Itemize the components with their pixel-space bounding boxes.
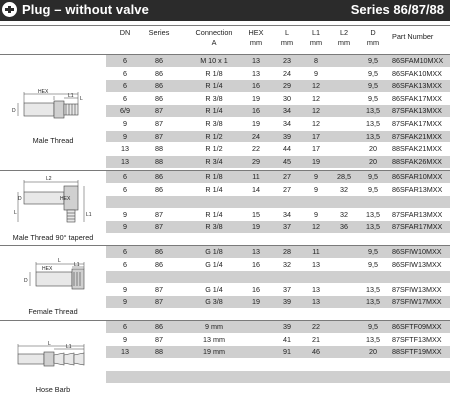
- cell-dn: 6: [123, 184, 127, 194]
- drawing-label: HEX: [38, 89, 49, 95]
- cell-connection: R 3/8: [205, 93, 223, 103]
- cell-connection: M 10 x 1: [200, 56, 228, 65]
- cell-d: 20: [369, 156, 377, 166]
- cell-connection: R 1/4: [205, 209, 223, 219]
- col-header-connection-sub: A: [211, 38, 217, 47]
- cell-connection: R 1/2: [205, 131, 223, 141]
- cell-dn: 9: [123, 131, 127, 141]
- cell-hex: 16: [252, 259, 260, 269]
- cell-connection: G 1/4: [205, 284, 223, 294]
- cell-series: 86: [155, 172, 163, 181]
- drawing-label: L: [80, 96, 83, 102]
- cell-l1: 13: [312, 284, 320, 294]
- drawing-label: L: [58, 258, 61, 264]
- cell-part: 88SFTF19MXX: [392, 347, 442, 357]
- cell-hex: 19: [252, 222, 260, 232]
- cell-part: 86SFAR10MXX: [392, 172, 443, 181]
- col-header-d-unit: mm: [366, 38, 380, 47]
- cell-dn: 6: [123, 93, 127, 103]
- male-thread-drawing: [4, 88, 94, 128]
- cell-part: 86SFAK10MXX: [392, 68, 442, 78]
- cell-dn: 6: [123, 81, 127, 91]
- cell-part: 87SFAK21MXX: [392, 131, 442, 141]
- cell-d: 13,5: [366, 131, 380, 141]
- col-header-connection: [188, 28, 240, 48]
- cell-part: 86SFAK17MXX: [392, 93, 442, 103]
- cell-d: 13,5: [366, 119, 380, 128]
- drawing-label: D: [12, 108, 16, 114]
- cell-dn: 6: [123, 172, 127, 181]
- cell-dn: 6: [123, 56, 127, 65]
- cell-d: 9,5: [368, 184, 378, 194]
- cell-l: 37: [283, 222, 291, 232]
- table-row: [106, 371, 450, 383]
- cell-connection: G 3/8: [205, 297, 223, 307]
- cell-dn: 13: [121, 347, 129, 357]
- cell-series: 87: [155, 284, 163, 294]
- cell-l1: 22: [312, 322, 320, 331]
- drawing-label: L1: [66, 344, 72, 350]
- cell-series: 88: [155, 144, 163, 154]
- cell-l1: 9: [314, 184, 318, 194]
- cell-connection: G 1/8: [205, 247, 223, 256]
- cell-hex: 13: [252, 247, 260, 256]
- cell-connection: R 1/4: [205, 106, 223, 116]
- col-header-part-number: [392, 32, 448, 42]
- cell-l1: 12: [312, 119, 320, 128]
- cell-series: 86: [155, 259, 163, 269]
- col-header-l1-label: L1: [311, 28, 321, 37]
- cell-series: 87: [155, 119, 163, 128]
- table-row: [106, 259, 450, 271]
- cell-dn: 9: [123, 119, 127, 128]
- cell-part: 87SFTF13MXX: [392, 334, 442, 344]
- cell-d: 20: [369, 144, 377, 154]
- cell-d: 9,5: [368, 81, 378, 91]
- cell-part: 87SFIW13MXX: [392, 284, 442, 294]
- table-row: [106, 296, 450, 308]
- col-header-l-label: L: [284, 28, 290, 37]
- cell-l2: 32: [340, 184, 348, 194]
- table-row: [106, 271, 450, 283]
- cell-d: 9,5: [368, 68, 378, 78]
- cell-d: 9,5: [368, 56, 378, 65]
- col-header-l-unit: mm: [280, 38, 294, 47]
- cell-l1: 17: [312, 144, 320, 154]
- cell-d: 9,5: [368, 322, 378, 331]
- table-row: [106, 209, 450, 221]
- cell-connection: R 1/8: [205, 172, 223, 181]
- cell-d: 13,5: [366, 209, 380, 219]
- col-header-connection-label: Connection: [195, 28, 233, 37]
- cell-l: 41: [283, 334, 291, 344]
- cell-hex: 29: [252, 156, 260, 166]
- cell-connection: R 3/4: [205, 156, 223, 166]
- cell-series: 86: [155, 68, 163, 78]
- cell-hex: 11: [252, 172, 260, 181]
- cell-d: 13,5: [366, 334, 380, 344]
- table-row: [106, 221, 450, 233]
- table-row: [106, 80, 450, 92]
- cell-l: 91: [283, 347, 291, 357]
- cell-l: 27: [283, 184, 291, 194]
- table-row: [106, 105, 450, 117]
- col-header-hex-label: HEX: [248, 28, 264, 37]
- cell-hex: 19: [252, 297, 260, 307]
- cell-l: 45: [283, 156, 291, 166]
- cell-l2: 36: [340, 222, 348, 232]
- cell-hex: 15: [252, 209, 260, 219]
- table-row: [106, 284, 450, 296]
- cell-d: 9,5: [368, 93, 378, 103]
- col-header-dn: [112, 28, 138, 38]
- drawing-label: L1: [86, 212, 92, 218]
- cell-l: 23: [283, 56, 291, 65]
- cell-hex: 14: [252, 184, 260, 194]
- cell-hex: 19: [252, 93, 260, 103]
- cell-part: 87SFIW17MXX: [392, 297, 442, 307]
- table-row: [106, 184, 450, 196]
- cell-l1: 13: [312, 297, 320, 307]
- section-divider: [0, 170, 450, 171]
- col-header-series: [144, 28, 174, 38]
- cell-connection: 9 mm: [205, 322, 223, 331]
- col-header-hex: [244, 28, 268, 48]
- cell-d: 13,5: [366, 297, 380, 307]
- cell-d: 13,5: [366, 106, 380, 116]
- cell-hex: 16: [252, 106, 260, 116]
- cell-l: 37: [283, 284, 291, 294]
- table-row: [106, 55, 450, 67]
- section-divider: [0, 320, 450, 321]
- cell-dn: 6: [123, 247, 127, 256]
- col-header-l2-label: L2: [339, 28, 349, 37]
- cell-l1: 11: [312, 247, 320, 256]
- cell-part: 88SFAK21MXX: [392, 144, 442, 154]
- cell-l1: 12: [312, 106, 320, 116]
- cell-l: 39: [283, 297, 291, 307]
- header-divider: [0, 25, 450, 26]
- cell-l1: 21: [312, 334, 320, 344]
- cell-part: 87SFAK17MXX: [392, 119, 442, 128]
- cell-l: 29: [283, 81, 291, 91]
- cell-connection: R 1/4: [205, 184, 223, 194]
- cell-connection: R 1/4: [205, 81, 223, 91]
- cell-l: 34: [283, 209, 291, 219]
- cell-l1: 9: [314, 172, 318, 181]
- cell-l1: 9: [314, 68, 318, 78]
- cell-l1: 9: [314, 209, 318, 219]
- section-label-male-thread: Male Thread: [32, 136, 74, 145]
- table-row: [106, 321, 450, 333]
- cell-l1: 17: [312, 131, 320, 141]
- cell-connection: R 3/8: [205, 222, 223, 232]
- drawing-label: L: [14, 210, 17, 216]
- cell-series: 86: [155, 81, 163, 91]
- cell-d: 9,5: [368, 172, 378, 181]
- plug-icon: [2, 2, 17, 17]
- cell-series: 88: [155, 156, 163, 166]
- section-label-hose-barb: Hose Barb: [35, 385, 71, 394]
- cell-series: 87: [155, 297, 163, 307]
- col-header-l1-unit: mm: [309, 38, 323, 47]
- cell-connection: R 1/8: [205, 68, 223, 78]
- cell-part: 86SFAR13MXX: [392, 184, 443, 194]
- drawing-label: L2: [46, 176, 52, 182]
- col-header-l2: [333, 28, 355, 48]
- cell-l: 34: [283, 106, 291, 116]
- cell-part: 87SFAK13MXX: [392, 106, 442, 116]
- cell-connection: 19 mm: [203, 347, 225, 357]
- col-header-l1: [305, 28, 327, 48]
- table-row: [106, 359, 450, 371]
- drawing-label: D: [24, 278, 28, 284]
- cell-series: 87: [155, 222, 163, 232]
- cell-connection: R 1/2: [205, 144, 223, 154]
- col-header-series-label: Series: [148, 28, 170, 37]
- cell-l1: 19: [312, 156, 320, 166]
- cell-dn: 9: [123, 334, 127, 344]
- col-header-hex-unit: mm: [249, 38, 263, 47]
- header-bar: [0, 0, 450, 21]
- cell-hex: 22: [252, 144, 260, 154]
- cell-d: 9,5: [368, 247, 378, 256]
- cell-dn: 9: [123, 284, 127, 294]
- table-row: [106, 156, 450, 168]
- table-row: [106, 246, 450, 258]
- table-row: [106, 334, 450, 346]
- cell-l1: 12: [312, 81, 320, 91]
- cell-series: 86: [155, 322, 163, 331]
- cell-l: 27: [283, 172, 291, 181]
- cell-hex: 16: [252, 284, 260, 294]
- cell-dn: 6: [123, 322, 127, 331]
- male-thread-90-drawing: [6, 172, 96, 228]
- cell-l: 32: [283, 259, 291, 269]
- section-label-female-thread: Female Thread: [28, 307, 78, 316]
- cell-l1: 46: [312, 347, 320, 357]
- cell-part: 87SFAR13MXX: [392, 209, 443, 219]
- drawing-label: HEX: [42, 266, 53, 272]
- cell-l2: 32: [340, 209, 348, 219]
- table-row: [106, 196, 450, 208]
- cell-dn: 6/9: [120, 106, 130, 116]
- drawing-label: L: [48, 341, 51, 347]
- drawing-label: D: [18, 196, 22, 202]
- cell-l2: 28,5: [337, 172, 351, 181]
- cell-part: 87SFAR17MXX: [392, 222, 443, 232]
- cell-series: 88: [155, 347, 163, 357]
- table-row: [106, 143, 450, 155]
- cell-hex: 13: [252, 68, 260, 78]
- drawing-label: L1: [74, 262, 80, 268]
- cell-l1: 8: [314, 56, 318, 65]
- section-label-male-thread-90: Male Thread 90° tapered: [12, 233, 94, 242]
- cell-d: 13,5: [366, 284, 380, 294]
- col-header-l2-unit: mm: [337, 38, 351, 47]
- cell-series: 87: [155, 131, 163, 141]
- cell-part: 86SFAM10MXX: [392, 56, 444, 65]
- cell-hex: 13: [252, 56, 260, 65]
- cell-dn: 6: [123, 259, 127, 269]
- cell-series: 87: [155, 334, 163, 344]
- cell-dn: 9: [123, 209, 127, 219]
- cell-part: 86SFAK13MXX: [392, 81, 442, 91]
- cell-l1: 12: [312, 93, 320, 103]
- col-header-d: [361, 28, 385, 48]
- cell-dn: 9: [123, 222, 127, 232]
- cell-l: 30: [283, 93, 291, 103]
- cell-l: 39: [283, 131, 291, 141]
- cell-series: 87: [155, 209, 163, 219]
- cell-series: 86: [155, 56, 163, 65]
- section-divider: [0, 245, 450, 246]
- col-header-l: [276, 28, 298, 48]
- col-header-dn-label: DN: [119, 28, 131, 37]
- table-row: [106, 68, 450, 80]
- cell-connection: G 1/4: [205, 259, 223, 269]
- cell-part: 86SFIW13MXX: [392, 259, 442, 269]
- female-thread-drawing: [8, 258, 98, 298]
- page-title: Plug – without valve: [22, 2, 149, 17]
- cell-part: 86SFIW10MXX: [392, 247, 442, 256]
- cell-hex: 16: [252, 81, 260, 91]
- cell-hex: 19: [252, 119, 260, 128]
- cell-part: 88SFAK26MXX: [392, 156, 442, 166]
- cell-l: 34: [283, 119, 291, 128]
- col-header-part-number-label: Part Number: [392, 32, 434, 41]
- table-row: [106, 346, 450, 358]
- col-header-d-label: D: [370, 28, 376, 37]
- table-row: [106, 118, 450, 130]
- cell-connection: R 3/8: [205, 119, 223, 128]
- cell-l1: 12: [312, 222, 320, 232]
- hose-barb-drawing: [12, 340, 96, 370]
- cell-d: 20: [369, 347, 377, 357]
- section-divider: [0, 54, 450, 55]
- cell-d: 13,5: [366, 222, 380, 232]
- series-title: Series 86/87/88: [350, 2, 444, 17]
- table-row: [106, 171, 450, 183]
- cell-dn: 13: [121, 144, 129, 154]
- cell-dn: 13: [121, 156, 129, 166]
- cell-l: 28: [283, 247, 291, 256]
- cell-connection: 13 mm: [203, 334, 225, 344]
- cell-series: 87: [155, 106, 163, 116]
- cell-series: 86: [155, 247, 163, 256]
- table-row: [106, 93, 450, 105]
- drawing-label: L1: [68, 93, 74, 99]
- cell-part: 86SFTF09MXX: [392, 322, 442, 331]
- cell-l: 44: [283, 144, 291, 154]
- drawing-label: HEX: [60, 196, 71, 202]
- cell-series: 86: [155, 93, 163, 103]
- cell-l: 24: [283, 68, 291, 78]
- cell-l: 39: [283, 322, 291, 331]
- cell-dn: 6: [123, 68, 127, 78]
- cell-series: 86: [155, 184, 163, 194]
- cell-dn: 9: [123, 297, 127, 307]
- cell-hex: 24: [252, 131, 260, 141]
- table-row: [106, 384, 450, 396]
- cell-l1: 13: [312, 259, 320, 269]
- table-row: [106, 131, 450, 143]
- cell-d: 9,5: [368, 259, 378, 269]
